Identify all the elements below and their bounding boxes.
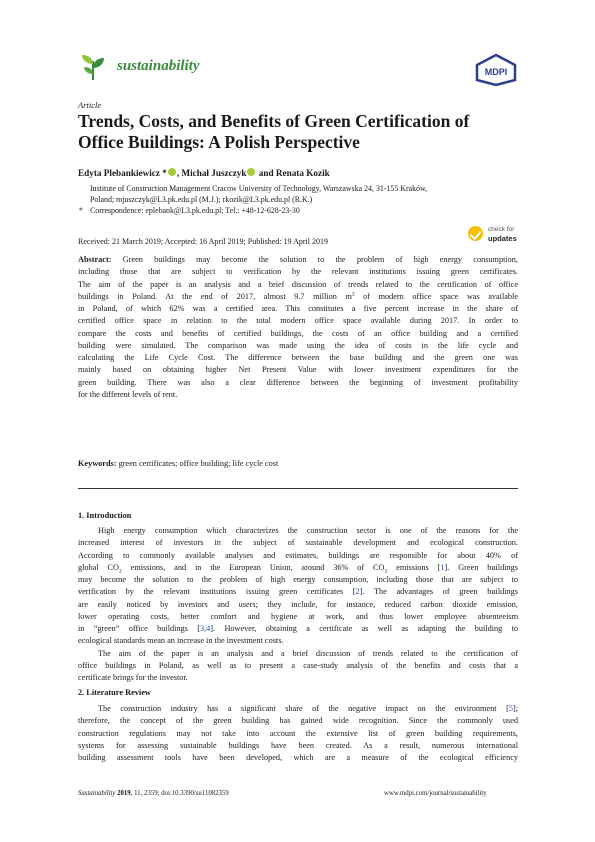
- footer-url[interactable]: www.mdpi.com/journal/sustainability: [384, 790, 487, 797]
- journal-name: sustainability: [117, 58, 200, 74]
- body-line: are easily noticed by investors and users; they include, for instance, reduced carbon dioxide emission,: [78, 599, 518, 609]
- author-name: and Renata Kozik: [256, 168, 330, 178]
- abstract-line: including those that are subject to verification by the relevant institutions issuing green certificates.: [78, 267, 518, 277]
- body-line: High energy consumption which characterizes the construction sector is one of the reasons for the: [98, 526, 518, 535]
- body-line: therefore, the concept of the green building has gained wide recognition. Since the commonly used: [78, 716, 518, 726]
- author-list: [78, 168, 330, 178]
- article-type: Article: [78, 100, 102, 110]
- body-line: certificate brings for the investor.: [78, 673, 188, 682]
- citation-link[interactable]: 1: [440, 562, 445, 572]
- orcid-icon[interactable]: [168, 168, 176, 176]
- publisher-name: MDPI: [484, 67, 508, 77]
- abstract-line: mainly based on obtaining higher Net Present Value with lower investment expenditures for the: [78, 365, 518, 375]
- title-line: Trends, Costs, and Benefits of Green Certification of: [78, 111, 470, 131]
- publication-dates: Received: 21 March 2019; Accepted: 16 April 2019; Published: 19 April 2019: [78, 237, 328, 246]
- abstract-label: Abstract:: [78, 255, 112, 264]
- mdpi-logo-icon: [475, 54, 517, 86]
- body-line: office buildings in Poland, as well as to present a case-study analysis of the benefits and costs that a: [78, 660, 518, 670]
- check-updates-icon: [468, 226, 483, 241]
- orcid-icon[interactable]: [247, 168, 255, 176]
- body-line: ecological standards mean an increase in the investment costs.: [78, 636, 284, 646]
- affiliation-line: Poland; mjuszczyk@L3.pk.edu.pl (M.J.); rkozik@L3.pk.edu.pl (R.K.): [90, 194, 313, 204]
- abstract-line: building were simulated. The comparison was made using the idea of costs in the life cycle and: [78, 340, 518, 350]
- body-line: systems for assessing sustainable buildings have been created. As a result, numerous international: [78, 740, 518, 750]
- abstract-line: The aim of the paper is an analysis and a brief discussion of trends related to the certification of office: [78, 279, 518, 289]
- abstract: [78, 254, 518, 401]
- abstract-line: for the different levels of rent.: [78, 389, 178, 399]
- correspondence-mark: *: [79, 205, 83, 215]
- correspondence-line: * Correspondence: eplebank@L3.pk.edu.pl; Tel.: +48-12-628-23-30: [79, 205, 300, 215]
- check-for-updates-badge[interactable]: [468, 225, 526, 247]
- author-name: , Michał Juszczyk: [176, 168, 247, 178]
- literature-review-body: [78, 703, 518, 764]
- body-line: in “green” office buildings [3,4]. However, obtaining a certificate as well as adapting the building to: [78, 624, 518, 633]
- body-line: lower operating costs, better comfort and hygiene at work, and thus lower employee absenteeism: [78, 611, 518, 621]
- body-line: increased interest of investors in the subject of sustainable development and ecological construction.: [78, 538, 518, 548]
- updates-badge-line2: updates: [488, 234, 517, 243]
- body-line: building assessment tools have been developed, which are a measure of the ecological efficiency: [78, 753, 518, 762]
- abstract-line: green building. There was also a clear difference between the beginning of investment profitability: [78, 377, 518, 387]
- abstract-line: Abstract: Green buildings may become the solution to the problem of high energy consumption,: [78, 255, 518, 264]
- introduction-body: [78, 525, 518, 684]
- section-heading-introduction: 1. Introduction: [78, 511, 132, 520]
- keywords-label: Keywords:: [78, 459, 117, 468]
- abstract-line: calculating the Life Cycle Cost. The difference between the base building and the green one was: [78, 353, 518, 362]
- citation-link[interactable]: 3,4: [199, 624, 211, 633]
- keywords: Keywords: green certificates; office building; life cycle cost: [78, 459, 279, 468]
- article-title: [78, 111, 518, 152]
- affiliations: [79, 184, 518, 216]
- abstract-line: certified office space in relation to the total modern office space available during 2017. In order to: [78, 316, 518, 326]
- divider: [78, 488, 518, 489]
- section-heading-literature-review: 2. Literature Review: [78, 688, 151, 697]
- body-line: global $CO_2$ emissions, and in the European Union, around 36% of $CO_2$ emissions [1]. Green buildings: [78, 562, 518, 575]
- journal-leaf-logo-icon: [78, 52, 108, 82]
- body-line: The construction industry has a significant share of the negative impact on the environment [5];: [98, 704, 518, 713]
- citation-link[interactable]: 5: [508, 704, 513, 713]
- body-line: verification by the relevant institutions issuing green certificates [2]. The advantages of green buildings: [78, 587, 518, 597]
- abstract-line: in Poland, of which 62% was a certified area. This constitutes a five percent increase in the share of: [78, 304, 518, 313]
- body-line: According to commonly available analyses and estimates, buildings are responsible for about 40% of: [78, 550, 518, 560]
- body-line: The aim of the paper is an analysis and a brief discussion of trends related to the certification of: [98, 648, 518, 658]
- footer-citation: Sustainability 2019, 11, 2359; doi:10.3390/su11082359: [78, 790, 229, 797]
- updates-badge-line1: check for: [488, 226, 515, 233]
- abstract-line: compare the costs and benefits of certified buildings, the costs of an office building and a certified: [78, 328, 518, 338]
- body-line: construction regulations may not take into account the extensive list of green building requirements,: [78, 728, 518, 738]
- body-line: may become the solution to the problem of high energy consumption, including those that are subject to: [78, 575, 518, 584]
- abstract-line: buildings in Poland. At the end of 2017, almost 9.7 million $m^2$ of modern office space was available: [78, 291, 518, 301]
- affiliation-line: Institute of Construction Management Cracow University of Technology, Warszawska 24, 31-155 Kraków,: [90, 184, 428, 193]
- title-line: Office Buildings: A Polish Perspective: [78, 131, 360, 152]
- citation-link[interactable]: 2: [355, 587, 360, 597]
- author-name: Edyta Plebankiewicz *: [78, 168, 167, 178]
